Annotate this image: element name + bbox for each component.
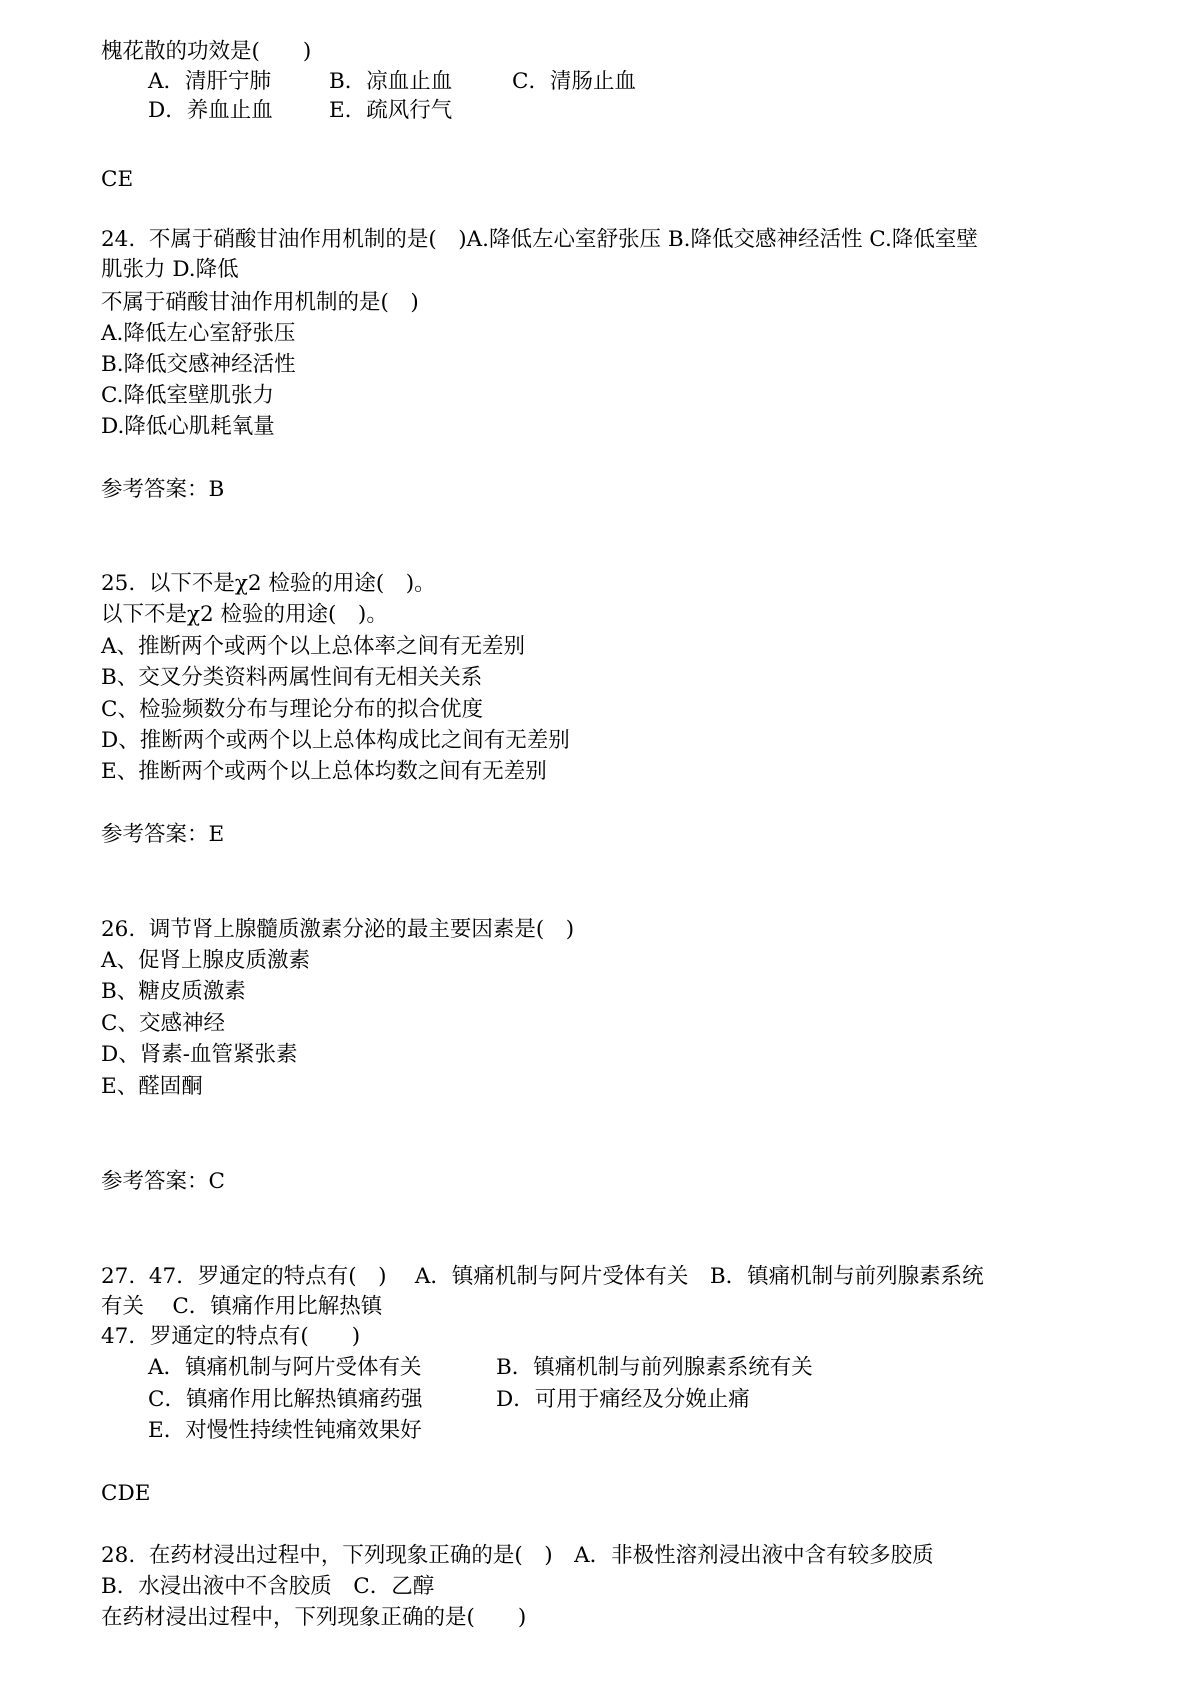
q27-option-d: D．可用于痛经及分娩止痛 bbox=[496, 1387, 750, 1412]
q28-title-line-2: B．水浸出液中不含胶质 C．乙醇 bbox=[101, 1574, 435, 1599]
q27-option-a: A．镇痛机制与阿片受体有关 bbox=[148, 1355, 422, 1380]
q23-option-e: E．疏风行气 bbox=[329, 98, 453, 123]
q26-option-b: B、糖皮质激素 bbox=[101, 979, 246, 1004]
q24-title-line-2: 肌张力 D.降低 bbox=[101, 257, 239, 282]
q28-stem: 在药材浸出过程中，下列现象正确的是( ) bbox=[101, 1605, 527, 1630]
q27-option-c: C．镇痛作用比解热镇痛药强 bbox=[148, 1387, 423, 1412]
q25-option-a: A、推断两个或两个以上总体率之间有无差别 bbox=[101, 634, 526, 659]
q24-title-line-1: 24. 不属于硝酸甘油作用机制的是( )A.降低左心室舒张压 B.降低交感神经活性 C.降低室壁 bbox=[101, 227, 978, 252]
q26-option-d: D、肾素-血管紧张素 bbox=[101, 1042, 298, 1067]
q26-option-c: C、交感神经 bbox=[101, 1011, 225, 1036]
q23-answer: CE bbox=[101, 167, 134, 192]
q25-option-e: E、推断两个或两个以上总体均数之间有无差别 bbox=[101, 759, 547, 784]
q26-option-a: A、促肾上腺皮质激素 bbox=[101, 948, 311, 973]
q27-option-e: E．对慢性持续性钝痛效果好 bbox=[148, 1418, 422, 1443]
q23-option-d: D．养血止血 bbox=[148, 98, 273, 123]
q27-answer: CDE bbox=[101, 1481, 151, 1506]
q23-option-c: C．清肠止血 bbox=[512, 69, 636, 94]
q25-option-c: C、检验频数分布与理论分布的拟合优度 bbox=[101, 697, 483, 722]
q26-answer: 参考答案：C bbox=[101, 1169, 225, 1194]
q24-option-d: D.降低心肌耗氧量 bbox=[101, 414, 275, 439]
q25-option-d: D、推断两个或两个以上总体构成比之间有无差别 bbox=[101, 728, 570, 753]
q24-option-a: A.降低左心室舒张压 bbox=[101, 321, 296, 346]
q25-title: 25. 以下不是χ2 检验的用途( )。 bbox=[101, 571, 436, 596]
q26-option-e: E、醛固酮 bbox=[101, 1074, 203, 1099]
q27-title-line-1: 27. 47．罗通定的特点有( ) A．镇痛机制与阿片受体有关 B．镇痛机制与前列腺素系统 bbox=[101, 1264, 984, 1289]
q23-option-a: A．清肝宁肺 bbox=[148, 69, 272, 94]
q24-answer: 参考答案：B bbox=[101, 477, 225, 502]
q24-stem: 不属于硝酸甘油作用机制的是( ) bbox=[101, 290, 419, 315]
q27-stem: 47．罗通定的特点有( ) bbox=[101, 1324, 361, 1349]
q27-option-b: B．镇痛机制与前列腺素系统有关 bbox=[496, 1355, 813, 1380]
q23-option-b: B．凉血止血 bbox=[329, 69, 453, 94]
q28-title-line-1: 28. 在药材浸出过程中，下列现象正确的是( ) A．非极性溶剂浸出液中含有较多胶质 bbox=[101, 1543, 934, 1568]
q27-title-line-2: 有关 C．镇痛作用比解热镇 bbox=[101, 1294, 383, 1319]
q25-answer: 参考答案：E bbox=[101, 822, 225, 847]
q26-title: 26. 调节肾上腺髓质激素分泌的最主要因素是( ) bbox=[101, 917, 575, 942]
q25-option-b: B、交叉分类资料两属性间有无相关关系 bbox=[101, 665, 483, 690]
q23-stem: 槐花散的功效是( ) bbox=[101, 39, 312, 64]
q25-stem: 以下不是χ2 检验的用途( )。 bbox=[101, 602, 388, 627]
q24-option-b: B.降低交感神经活性 bbox=[101, 352, 296, 377]
q24-option-c: C.降低室壁肌张力 bbox=[101, 383, 275, 408]
